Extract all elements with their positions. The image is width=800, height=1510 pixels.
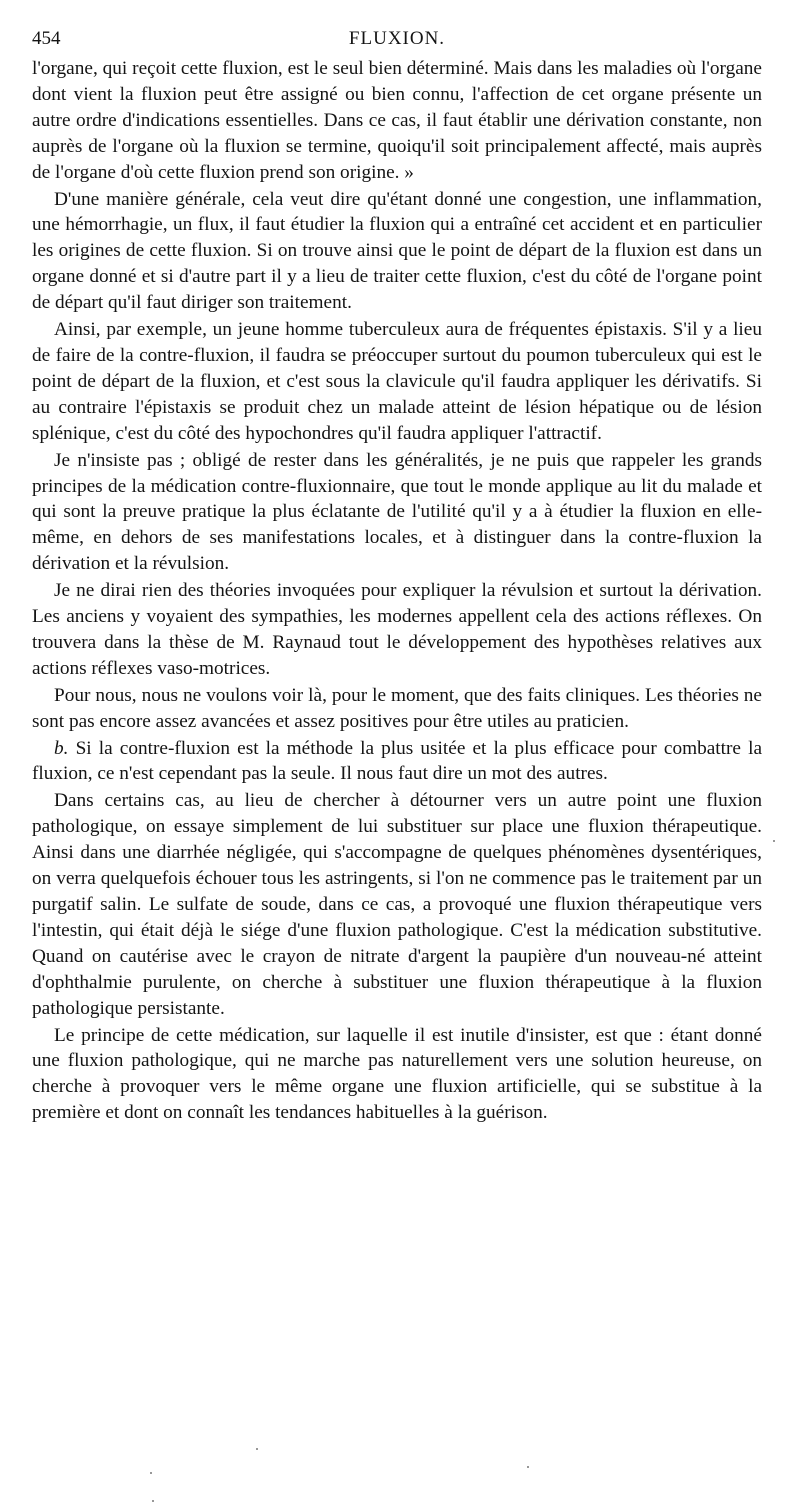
page-number: 454	[32, 28, 61, 49]
paragraph-5: Je ne dirai rien des théories invoquées pour expliquer la révulsion et surtout la dérivation. Les anciens y voyaient des sympathies, les modernes appellent cela des actions réflexes. On trouvera dans la thèse de M. Raynaud tout le développement des hypothèses relatives aux actions réflexes vaso-motrices.	[32, 580, 762, 679]
paragraph-8: Dans certains cas, au lieu de chercher à détourner vers un autre point une fluxion pathologique, on essaye simplement de lui substituer sur place une fluxion thérapeutique. Ainsi dans une diarrhée négligée, qui s'accompagne de quelques phénomènes dysentériques, on verra quelquefois échouer tous les astringents, si l'on ne commence pas le traitement par un purgatif salin. Le sulfate de soude, dans ce cas, a provoqué une fluxion thérapeutique vers l'intestin, qui était déjà le siége d'une fluxion pathologique. C'est la médication substitutive. Quand on cautérise avec le crayon de nitrate d'argent la paupière d'un nouveau-né atteint d'ophthalmie purulente, on cherche à substituer une fluxion thérapeutique à la fluxion pathologique persistante.	[32, 790, 762, 1019]
paragraph-9: Le principe de cette médication, sur laquelle il est inutile d'insister, est que : étant donné une fluxion pathologique, qui ne marche pas naturellement vers une solution heureuse, on cherche à provoquer vers le même organe une fluxion artificielle, qui se substitue à la première et dont on connaît les tendances habituelles à la guérison.	[32, 1024, 762, 1124]
paper-speck	[150, 1472, 152, 1474]
paragraph-4: Je n'insiste pas ; obligé de rester dans les généralités, je ne puis que rappeler les grands principes de la médication contre-fluxionnaire, que tout le monde applique au lit du malade et qui sont la preuve pratique la plus éclatante de l'utilité qu'il y a à étudier la fluxion en elle-même, en dehors de ses manifestations locales, et à distinguer dans la contre-fluxion la dérivation et la révulsion.	[32, 449, 762, 575]
paragraph-2: D'une manière générale, cela veut dire qu'étant donné une congestion, une inflammation, une hémorrhagie, un flux, il faut étudier la fluxion qui a entraîné cet accident et en particulier les origines de cette fluxion. Si on trouve ainsi que le point de départ de la fluxion est dans un organe donné et si d'autre part il y a lieu de traiter cette fluxion, c'est du côté de l'organe point de départ qu'il faut diriger son traitement.	[32, 188, 762, 314]
paper-speck	[152, 1500, 154, 1502]
paper-speck	[773, 840, 775, 842]
book-page	[32, 26, 762, 1126]
paper-speck	[527, 1466, 529, 1468]
body-text	[32, 56, 762, 1126]
paragraph-3: Ainsi, par exemple, un jeune homme tuberculeux aura de fréquentes épistaxis. S'il y a lieu de faire de la contre-fluxion, il faudra se préoccuper surtout du poumon tuberculeux qui est le point de départ de la fluxion, et c'est sous la clavicule qu'il faudra appliquer les dérivatifs. Si au contraire l'épistaxis se produit chez un malade atteint de lésion hépatique ou de lésion splénique, c'est du côté des hypochondres qu'il faudra appliquer l'attractif.	[32, 319, 762, 444]
section-marker: b.	[54, 737, 69, 759]
running-title: FLUXION.	[348, 28, 446, 49]
paper-speck	[256, 1448, 258, 1450]
paragraph-6: Pour nous, nous ne voulons voir là, pour le moment, que des faits cliniques. Les théories ne sont pas encore assez avancées et assez positives pour être utiles au praticien.	[32, 684, 762, 732]
paragraph-7-text: Si la contre-fluxion est la méthode la plus usitée et la plus efficace pour combattre la fluxion, ce n'est cependant pas la seule. Il nous faut dire un mot des autres.	[32, 737, 762, 785]
page-header	[32, 26, 762, 56]
paragraph-1: l'organe, qui reçoit cette fluxion, est le seul bien déterminé. Mais dans les maladies où l'organe dont vient la fluxion peut être assigné ou bien connu, l'affection de cet organe présente un autre ordre d'indications essentielles. Dans ce cas, il faut établir une dérivation constante, non auprès de l'organe où la fluxion se termine, quoiqu'il soit principalement affecté, mais auprès de l'organe d'où cette fluxion prend son origine. »	[32, 58, 762, 183]
paragraph-7	[32, 736, 762, 788]
